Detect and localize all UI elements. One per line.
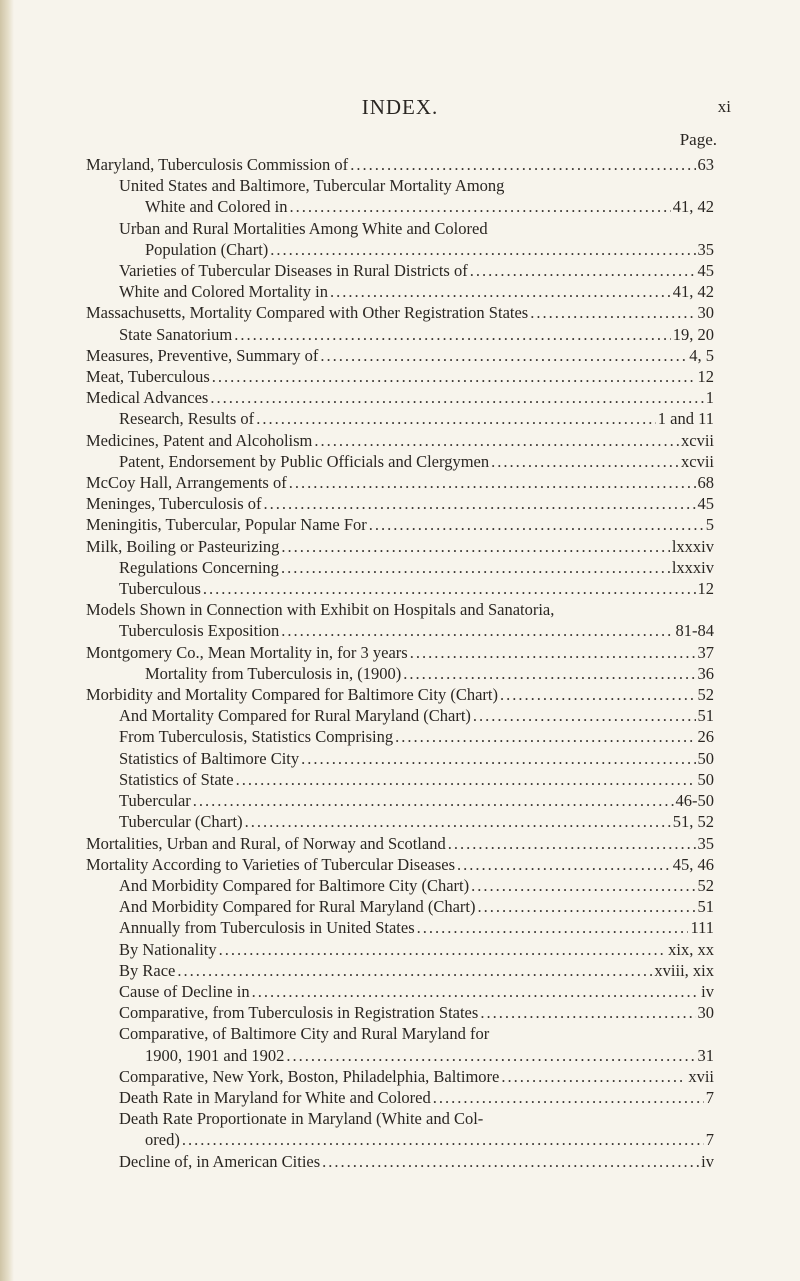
index-entry-page: 45 (697, 261, 714, 281)
index-entry-page: xviii, xix (654, 960, 714, 980)
index-entry-text: And Morbidity Compared for Baltimore City (Chart) (119, 875, 470, 895)
index-entry-text: ored) (145, 1130, 180, 1150)
index-entry-text: McCoy Hall, Arrangements of (86, 473, 287, 493)
index-entry (86, 642, 714, 663)
index-entry (86, 981, 714, 1002)
index-entry-page: 1 (705, 388, 714, 408)
index-entry-page: 12 (697, 579, 714, 599)
index-entry (86, 345, 714, 366)
index-entry (86, 1151, 714, 1172)
leader-dots (234, 324, 671, 345)
index-entry-text: Decline of, in American Cities (119, 1151, 321, 1171)
index-entry (86, 620, 714, 641)
index-entry-text: White and Colored Mortality in (119, 282, 328, 302)
index-entry-page: xcvii (681, 430, 714, 450)
leader-dots (395, 726, 695, 747)
index-entry (86, 472, 714, 493)
index-entry-text: Annually from Tuberculosis in United States (119, 918, 415, 938)
index-entry-text: From Tuberculosis, Statistics Comprising (119, 727, 394, 747)
index-entry-text: White and Colored in (145, 197, 288, 217)
index-entry-page: iv (701, 981, 714, 1001)
leader-dots (433, 1087, 704, 1108)
index-entry-text: Massachusetts, Mortality Compared with Other Registration States (86, 303, 529, 323)
leader-dots (193, 790, 674, 811)
index-entry (86, 917, 714, 938)
index-entry-text: 1900, 1901 and 1902 (145, 1045, 285, 1065)
index-entry (86, 1108, 714, 1129)
index-entry (86, 493, 714, 514)
leader-dots (290, 196, 671, 217)
index-entry (86, 854, 714, 875)
index-entry-page: 45 (697, 494, 714, 514)
index-entry-text: Meninges, Tuberculosis of (86, 494, 262, 514)
index-entry (86, 324, 714, 345)
leader-dots (491, 451, 679, 472)
index-entry-text: United States and Baltimore, Tubercular Mortality Among (119, 176, 505, 196)
index-entry-text: Population (Chart) (145, 239, 269, 259)
index-entry-text: Morbidity and Mortality Compared for Baltimore City (Chart) (86, 685, 498, 705)
leader-dots (417, 917, 689, 938)
index-entry-text: Statistics of State (119, 769, 234, 789)
index-entry-text: Varieties of Tubercular Diseases in Rural Districts of (119, 261, 468, 281)
index-entry-text: Tubercular (119, 791, 191, 811)
index-entry-text: And Mortality Compared for Rural Maryland (Chart) (119, 706, 471, 726)
leader-dots (410, 642, 696, 663)
leader-dots (478, 896, 696, 917)
index-entry-text: State Sanatorium (119, 324, 233, 344)
index-entry (86, 748, 714, 769)
index-entry-page: lxxxiv (671, 557, 714, 577)
leader-dots (457, 854, 671, 875)
index-entry (86, 705, 714, 726)
index-entry-page: 51, 52 (672, 812, 714, 832)
index-entry-page: 30 (697, 303, 714, 323)
page-column-label: Page. (679, 130, 717, 149)
index-entry (86, 281, 714, 302)
index-entry-page: 52 (697, 875, 714, 895)
index-entry-text: And Morbidity Compared for Rural Maryland (Chart) (119, 897, 476, 917)
leader-dots (470, 260, 696, 281)
page-title: INDEX. (361, 95, 439, 119)
index-entry (86, 514, 714, 535)
index-entry-text: Maryland, Tuberculosis Commission of (86, 155, 349, 174)
index-entry-page: 35 (697, 833, 714, 853)
index-entry-text: Urban and Rural Mortalities Among White and Colored (119, 218, 488, 238)
index-entry-page: 52 (697, 685, 714, 705)
index-entry (86, 896, 714, 917)
index-entry-page: 30 (697, 1003, 714, 1023)
index-entry-page: 41, 42 (672, 282, 714, 302)
index-entry (86, 536, 714, 557)
index-entry-text: Medical Advances (86, 388, 209, 408)
index-entry (86, 154, 714, 175)
index-entry-page: xix, xx (668, 939, 714, 959)
index-entry-text: Measures, Preventive, Summary of (86, 345, 319, 365)
index-entry-page: 35 (697, 239, 714, 259)
index-entry-text: Models Shown in Connection with Exhibit on Hospitals and Sanatoria, (86, 600, 555, 620)
index-entry-text: Milk, Boiling or Pasteurizing (86, 536, 280, 556)
leader-dots (236, 769, 696, 790)
index-entry (86, 239, 714, 260)
leader-dots (289, 472, 696, 493)
index-entry-page: 36 (697, 663, 714, 683)
index-entry-page: 111 (690, 918, 714, 938)
index-entry (86, 175, 714, 196)
index-entry-page: 1 and 11 (657, 409, 714, 429)
leader-dots (212, 366, 696, 387)
index-entry (86, 769, 714, 790)
index-entry-text: Meat, Tuberculous (86, 367, 210, 387)
leader-dots (256, 408, 656, 429)
index-entry (86, 811, 714, 832)
index-entry (86, 302, 714, 323)
index-entry-page: 7 (705, 1087, 714, 1107)
index-entry-page: 7 (705, 1130, 714, 1150)
index-entry-page: 12 (697, 367, 714, 387)
index-entry-text: Tubercular (Chart) (119, 812, 243, 832)
index-entry-page: 46-50 (675, 791, 714, 811)
index-entry-text: By Race (119, 960, 176, 980)
index-entry (86, 1129, 714, 1150)
index-entry-text: Medicines, Patent and Alcoholism (86, 430, 313, 450)
leader-dots (281, 536, 669, 557)
index-entry (86, 578, 714, 599)
index-entry (86, 663, 714, 684)
index-entry-text: Mortality According to Varieties of Tubercular Diseases (86, 854, 456, 874)
leader-dots (350, 154, 695, 175)
index-entry (86, 1087, 714, 1108)
index-entry (86, 408, 714, 429)
index-entry (86, 196, 714, 217)
index-entry (86, 218, 714, 239)
index-entry (86, 451, 714, 472)
leader-dots (471, 875, 695, 896)
index-entry-page: 19, 20 (672, 324, 714, 344)
index-entry-text: Death Rate in Maryland for White and Colored (119, 1087, 431, 1107)
leader-dots (281, 620, 673, 641)
index-entry-page: 50 (697, 748, 714, 768)
index-entry-page: 81-84 (675, 621, 714, 641)
index-entry-text: Comparative, from Tuberculosis in Registration States (119, 1003, 479, 1023)
leader-dots (301, 748, 695, 769)
index-entry-list (86, 154, 714, 1172)
index-entry-page: xcvii (681, 451, 714, 471)
leader-dots (314, 430, 679, 451)
index-entry (86, 557, 714, 578)
index-entry (86, 1023, 714, 1044)
index-entry-page: 4, 5 (689, 345, 714, 365)
index-entry (86, 387, 714, 408)
index-entry-text: Cause of Decline in (119, 981, 250, 1001)
index-entry-page: 51 (697, 706, 714, 726)
index-entry (86, 260, 714, 281)
leader-dots (500, 684, 696, 705)
index-entry-page: 63 (697, 155, 714, 174)
index-entry-text: Research, Results of (119, 409, 255, 429)
index-entry-page: 68 (697, 473, 714, 493)
leader-dots (245, 811, 671, 832)
page-number: xi (717, 97, 731, 116)
leader-dots (473, 705, 696, 726)
index-entry-page: lxxxiv (671, 536, 714, 556)
leader-dots (403, 663, 695, 684)
index-entry-text: Statistics of Baltimore City (119, 748, 300, 768)
index-entry (86, 790, 714, 811)
index-entry (86, 366, 714, 387)
index-entry (86, 1045, 714, 1066)
leader-dots (252, 981, 700, 1002)
leader-dots (182, 1129, 704, 1150)
leader-dots (203, 578, 696, 599)
index-entry-text: Death Rate Proportionate in Maryland (White and Col- (119, 1109, 484, 1129)
index-entry-text: Montgomery Co., Mean Mortality in, for 3 years (86, 642, 408, 662)
leader-dots (480, 1002, 695, 1023)
index-entry-page: 41, 42 (672, 197, 714, 217)
leader-dots (286, 1045, 695, 1066)
index-entry (86, 1002, 714, 1023)
page-binding-edge (0, 0, 14, 1281)
leader-dots (270, 239, 695, 260)
index-entry-page: xvii (688, 1066, 714, 1086)
leader-dots (369, 514, 704, 535)
leader-dots (177, 960, 652, 981)
index-entry (86, 1066, 714, 1087)
leader-dots (330, 281, 671, 302)
index-entry (86, 960, 714, 981)
leader-dots (322, 1151, 699, 1172)
leader-dots (448, 833, 696, 854)
index-entry (86, 430, 714, 451)
leader-dots (320, 345, 687, 366)
index-entry (86, 599, 714, 620)
index-entry-text: Meningitis, Tubercular, Popular Name For (86, 515, 367, 535)
index-entry-text: Regulations Concerning (119, 557, 279, 577)
index-entry-text: Comparative, of Baltimore City and Rural Maryland for (119, 1024, 490, 1044)
index-entry-text: Tuberculous (119, 579, 201, 599)
index-entry (86, 684, 714, 705)
index-entry-page: 5 (705, 515, 714, 535)
index-entry-page: 51 (697, 897, 714, 917)
leader-dots (210, 387, 703, 408)
index-entry-page: iv (701, 1151, 714, 1171)
leader-dots (219, 939, 667, 960)
leader-dots (530, 302, 695, 323)
index-entry-text: Mortalities, Urban and Rural, of Norway and Scotland (86, 833, 446, 853)
index-entry-page: 37 (697, 642, 714, 662)
index-entry-page: 31 (697, 1045, 714, 1065)
index-entry-page: 45, 46 (672, 854, 714, 874)
index-entry-text: Mortality from Tuberculosis in, (1900) (145, 663, 402, 683)
index-entry (86, 833, 714, 854)
leader-dots (281, 557, 670, 578)
index-entry-text: Comparative, New York, Boston, Philadelphia, Baltimore (119, 1066, 500, 1086)
leader-dots (501, 1066, 686, 1087)
index-entry-page: 26 (697, 727, 714, 747)
index-entry-text: Tuberculosis Exposition (119, 621, 280, 641)
index-entry-text: By Nationality (119, 939, 217, 959)
index-entry-text: Patent, Endorsement by Public Officials and Clergymen (119, 451, 490, 471)
index-entry (86, 726, 714, 747)
leader-dots (264, 493, 696, 514)
index-entry-page: 50 (697, 769, 714, 789)
index-entry (86, 939, 714, 960)
index-entry (86, 875, 714, 896)
